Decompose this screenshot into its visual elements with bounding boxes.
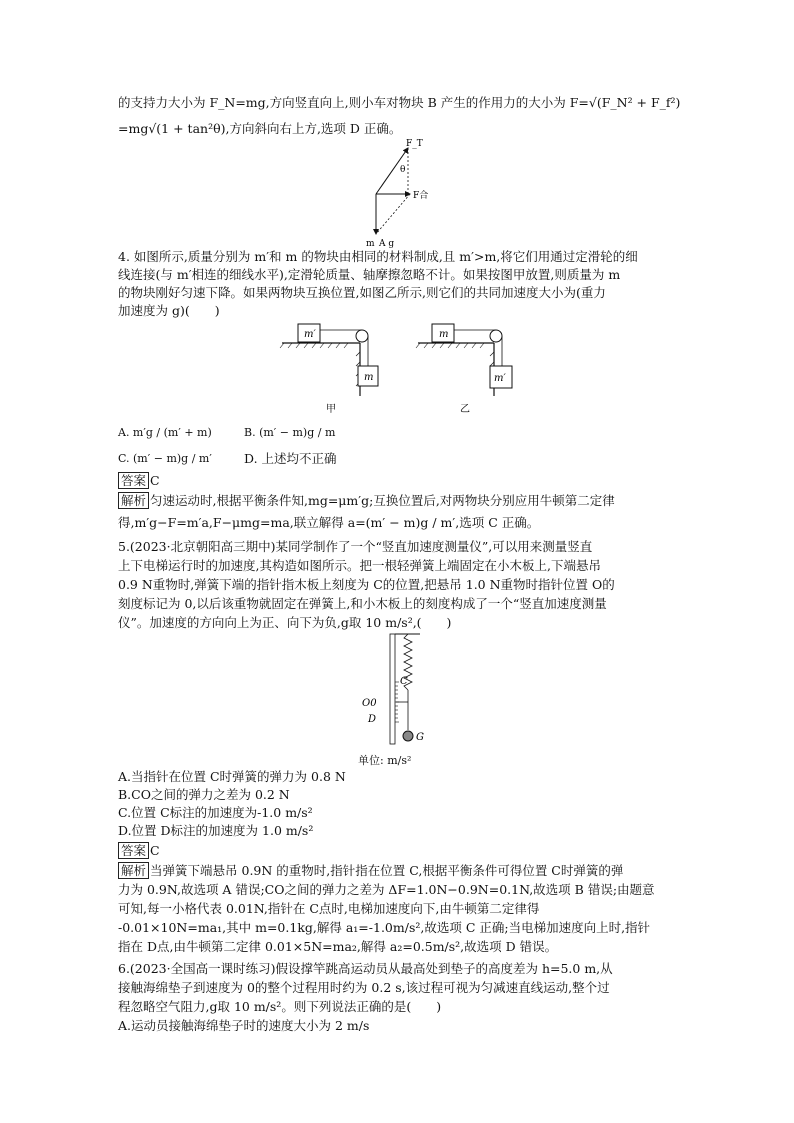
text-line: 的支持力大小为 F_N=mg,方向竖直向上,则小车对物块 B 产生的作用力的大小为 F=√(F_N² + F_f²) xyxy=(118,95,681,110)
text-line: 接触海绵垫子到速度为 0的整个过程用时约为 0.2 s,该过程可视为匀减速直线运动,整个过 xyxy=(118,980,610,995)
wood-board xyxy=(390,634,395,744)
answer-line xyxy=(118,472,160,490)
text-line: -0.01×10N=ma₁,其中 m=0.1kg,解得 a₁=-1.0m/s²,故选项 C 正确;当电梯加速度向上时,指针 xyxy=(118,920,651,935)
text-line: 程忽略空气阻力,g取 10 m/s²。则下列说法正确的是( ) xyxy=(118,999,442,1014)
answer-tag: 答案 xyxy=(118,842,149,859)
pulley-b xyxy=(490,330,502,342)
text-line: 得,m′g−F=m′a,F−μmg=ma,联立解得 a=(m′ − m)g / m′,选项 C 正确。 xyxy=(118,515,540,530)
option-b: B.CO之间的弹力之差为 0.2 N xyxy=(118,787,290,802)
label-hang-a: m xyxy=(364,372,374,383)
text-line: =mg√(1 + tan²θ),方向斜向右上方,选项 D 正确。 xyxy=(118,121,402,136)
caption-yi: 乙 xyxy=(460,404,470,415)
spring-scale-diagram xyxy=(360,632,440,764)
question-4-stem: 4. 如图所示,质量分别为 m′和 m 的物块由相同的材料制成,且 m′>m,将它们用通过定滑轮的细 xyxy=(118,249,638,264)
label-g: G xyxy=(416,732,424,743)
text-line: 上下电梯运行时的加速度,其构造如图所示。把一根轻弹簧上端固定在小木板上,下端悬吊 xyxy=(118,558,601,573)
label-fh: F合 xyxy=(413,191,429,201)
analysis-tag: 解析 xyxy=(118,862,149,879)
label-d: D xyxy=(368,714,377,725)
pulley-a xyxy=(356,330,368,342)
text-line: 可知,每一小格代表 0.01N,指针在 C点时,电梯加速度向下,由牛顿第二定律得 xyxy=(118,901,540,916)
label-top-b: m xyxy=(439,329,449,340)
pulley-figures xyxy=(278,316,528,416)
option-d: D. 上述均不正确 xyxy=(244,451,337,466)
analysis-line: 解析 当弹簧下端悬吊 0.9N 的重物时,指针指在位置 C,根据平衡条件可得位置 C时弹簧的弹 xyxy=(118,862,623,880)
answer-value: C xyxy=(150,843,160,858)
text-line: 的物块刚好匀速下降。如果两物块互换位置,如图乙所示,则它们的共同加速度大小为(重力 xyxy=(118,285,606,300)
text-line: 刻度标记为 0,以后该重物就固定在弹簧上,和小木板上的刻度构成了一个“竖直加速度测量 xyxy=(118,596,607,611)
weight-g xyxy=(403,731,413,741)
caption-jia: 甲 xyxy=(326,404,336,415)
label-c: C xyxy=(400,676,408,687)
unit-label: 单位: m/s² xyxy=(358,754,412,767)
option-a: A.运动员接触海绵垫子时的速度大小为 2 m/s xyxy=(118,1018,370,1033)
answer-tag: 答案 xyxy=(118,472,149,489)
label-theta: θ xyxy=(400,165,406,175)
dashed-guide xyxy=(376,194,410,234)
question-5-stem: 5.(2023·北京朝阳高三期中)某同学制作了一个“竖直加速度测量仪”,可以用来测量竖直 xyxy=(118,539,593,554)
force-diagram xyxy=(360,136,440,248)
option-a: A. m′g / (m′ + m) xyxy=(118,426,212,439)
answer-value: C xyxy=(150,473,160,488)
option-b: B. (m′ − m)g / m xyxy=(244,426,336,439)
text-line: 指在 D点,由牛顿第二定律 0.01×5N=ma₂,解得 a₂=0.5m/s²,故选项 D 错误。 xyxy=(118,939,558,954)
label-hang-b: m′ xyxy=(494,373,506,384)
text-line: 线连接(与 m′相连的细线水平),定滑轮质量、轴摩擦忽略不计。如果按图甲放置,则质量为 m xyxy=(118,267,621,282)
text-line: 加速度为 g)( ) xyxy=(118,303,220,318)
label-top-a: m′ xyxy=(304,329,316,340)
answer-line xyxy=(118,842,160,860)
label-o0: O0 xyxy=(362,698,377,709)
question-6-stem: 6.(2023·全国高一课时练习)假设撑竿跳高运动员从最高处到垫子的高度差为 h=5.0 m,从 xyxy=(118,961,613,976)
analysis-tag: 解析 xyxy=(118,492,149,509)
text-line: 仪”。加速度的方向向上为正、向下为负,g取 10 m/s²,( ) xyxy=(118,615,452,630)
label-ft: F_T xyxy=(406,139,423,149)
text-line: 力为 0.9N,故选项 A 错误;CO之间的弹力之差为 ΔF=1.0N−0.9N=0.1N,故选项 B 错误;由题意 xyxy=(118,882,655,897)
label-mg: m_A g xyxy=(366,239,395,248)
text-line: 0.9 N重物时,弹簧下端的指针指木板上刻度为 C的位置,把悬吊 1.0 N重物时指针位置 O的 xyxy=(118,577,615,592)
option-d: D.位置 D标注的加速度为 1.0 m/s² xyxy=(118,823,314,838)
option-c: C.位置 C标注的加速度为-1.0 m/s² xyxy=(118,805,313,820)
analysis-line: 解析 匀速运动时,根据平衡条件知,mg=μm′g;互换位置后,对两物块分别应用牛顿第二定律 xyxy=(118,492,615,510)
option-c: C. (m′ − m)g / m′ xyxy=(118,452,212,465)
option-a: A.当指针在位置 C时弹簧的弹力为 0.8 N xyxy=(118,769,346,784)
